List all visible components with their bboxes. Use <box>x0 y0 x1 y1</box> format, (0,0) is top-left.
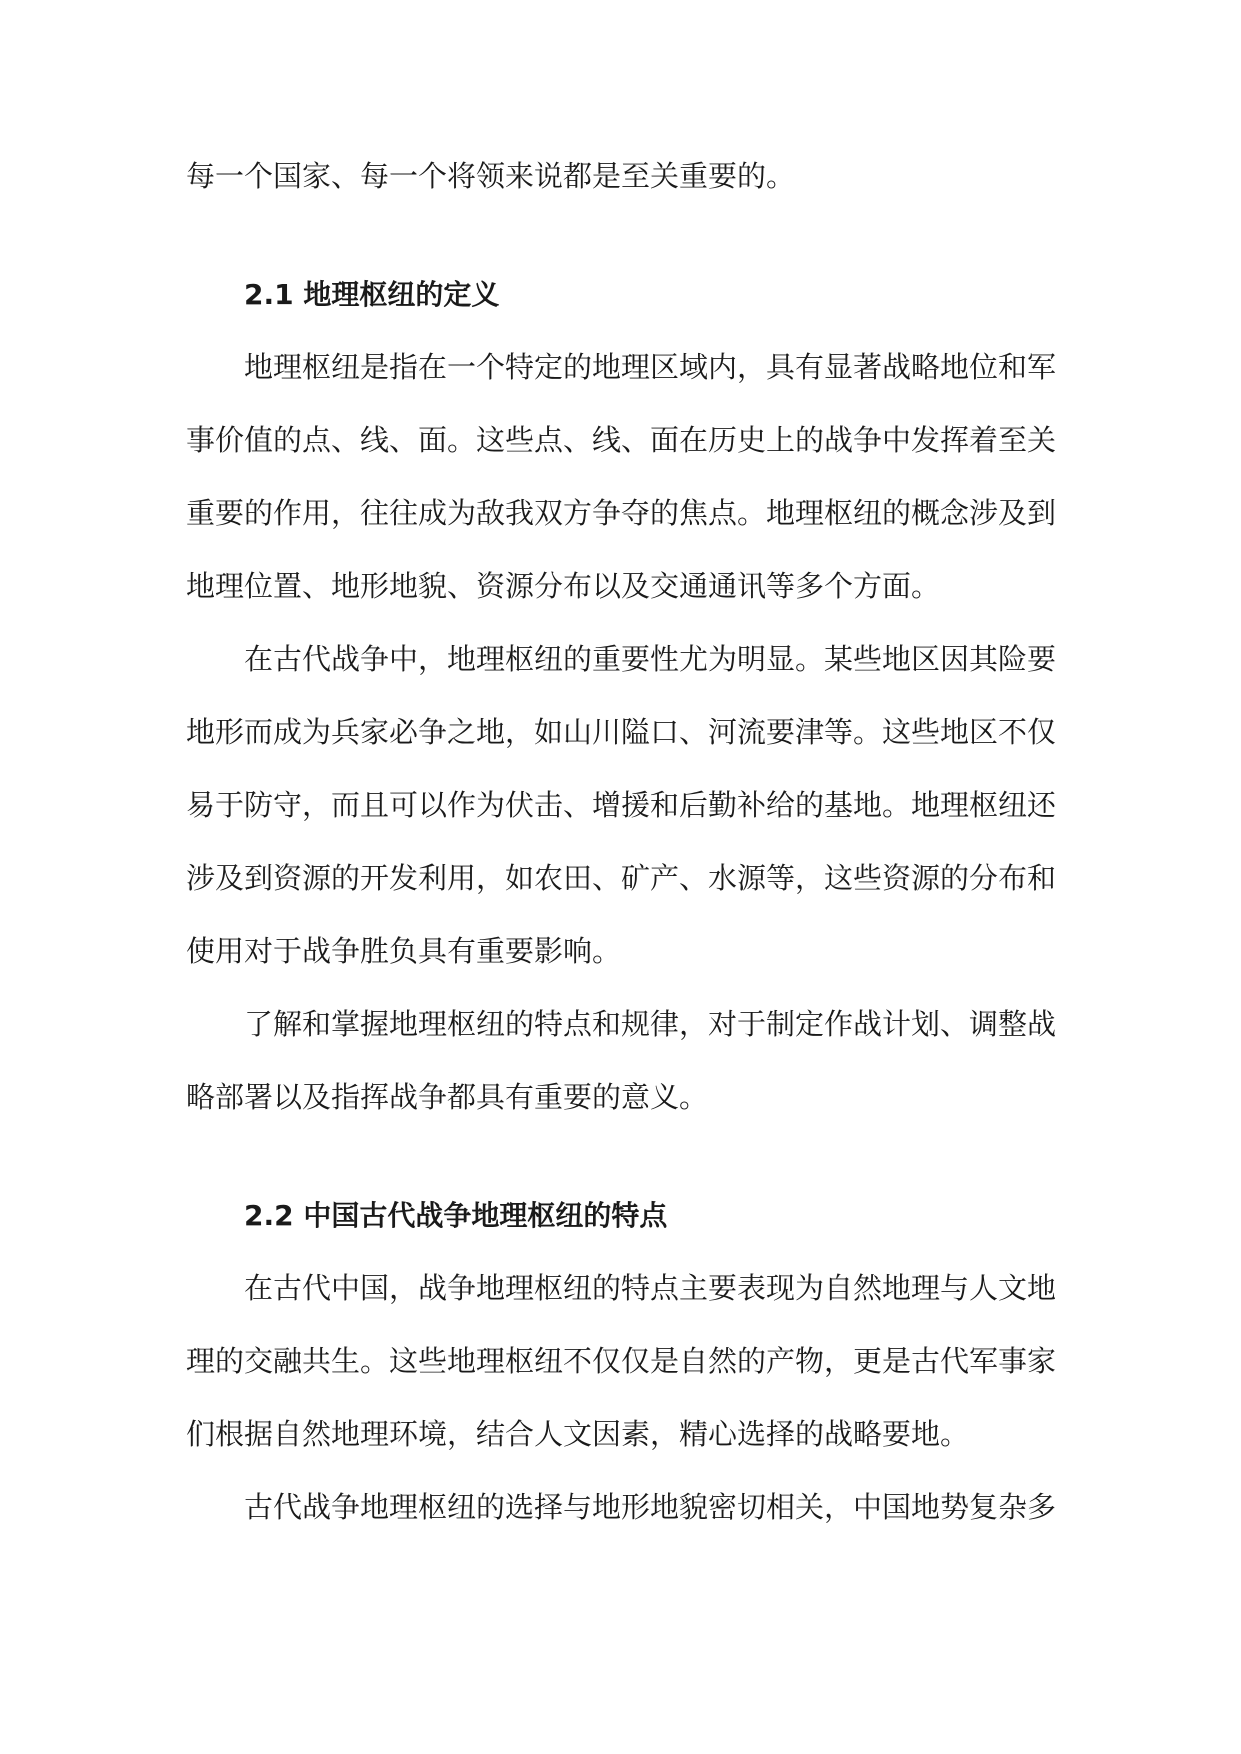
section-heading-2-2: 2.2 中国古代战争地理枢纽的特点 <box>244 1199 668 1232</box>
paragraph-characteristics: 在古代中国，战争地理枢纽的特点主要表现为自然地理与人文地理的交融共生。这些地理枢纽不仅仅是自然的产物，更是古代军事家们根据自然地理环境，结合人文因素，精心选择的战略要地。 <box>186 1271 1057 1451</box>
paragraph-continuation: 每一个国家、每一个将领来说都是至关重要的。 <box>186 159 796 193</box>
section-heading-2-1: 2.1 地理枢纽的定义 <box>244 278 500 311</box>
document-body <box>186 140 1056 1544</box>
paragraph-significance: 了解和掌握地理枢纽的特点和规律，对于制定作战计划、调整战略部署以及指挥战争都具有重要的意义。 <box>186 1007 1057 1114</box>
paragraph-definition: 地理枢纽是指在一个特定的地理区域内，具有显著战略地位和军事价值的点、线、面。这些点、线、面在历史上的战争中发挥着至关重要的作用，往往成为敌我双方争夺的焦点。地理枢纽的概念涉及到地理位置、地形地貌、资源分布以及交通通讯等多个方面。 <box>186 350 1057 603</box>
paragraph-ancient-war: 在古代战争中，地理枢纽的重要性尤为明显。某些地区因其险要地形而成为兵家必争之地，如山川隘口、河流要津等。这些地区不仅易于防守，而且可以作为伏击、增援和后勤补给的基地。地理枢纽还涉及到资源的开发利用，如农田、矿产、水源等，这些资源的分布和使用对于战争胜负具有重要影响。 <box>186 642 1057 968</box>
paragraph-terrain: 古代战争地理枢纽的选择与地形地貌密切相关，中国地势复杂多 <box>244 1490 1057 1524</box>
